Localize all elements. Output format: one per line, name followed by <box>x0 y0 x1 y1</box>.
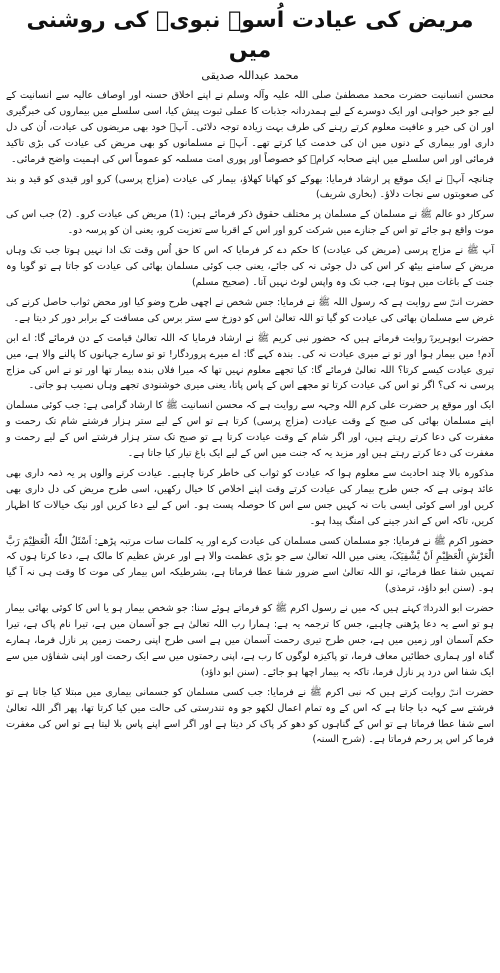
article-paragraph-6: حضرت ابوہریرہؓ روایت فرماتے ہیں کہ حضور نبی کریم ﷺ نے ارشاد فرمایا کہ اللہ تعالیٰ قیامت کے دن فرمائے گا: اے ابن آدم! میں بیمار ہوا اور تو نے میری عیادت نہ کی۔ بندہ کہے گا: اے میرے پروردگار! تو تو سارے جہانوں کا پالنے والا ہے، میں تیری عیادت کیسے کرتا؟ اللہ تعالیٰ فرمائے گا: کیا تجھے معلوم نہیں تھا کہ میرا فلاں بندہ بیمار تھا اور تو نے اس کی مزاج پرسی نہ کی؟ اگر تو اس کی عیادت کرتا تو مجھے اس کے پاس پاتا، یعنی میری خوشنودی تجھے وہاں نصیب ہو جاتی۔ <box>6 332 494 392</box>
article-paragraph-11: حضرت انسؓ روایت کرتے ہیں کہ نبی اکرم ﷺ نے فرمایا: جب کسی مسلمان کو جسمانی بیماری میں مبتلا کیا جاتا ہے تو فرشتے سے کہہ دیا جاتا ہے کہ اس کے وہ تمام اعمال لکھو جو وہ تندرستی کی حالت میں کیا کرتا تھا، پھر اگر اللہ تعالیٰ اسے شفا عطا فرماتا ہے تو اس کے گناہوں کو دھو کر پاک کر دیتا ہے اور اگر اسے اپنے پاس بلا لیتا ہے تو اس کی مغفرت فرما کر اس پر رحم فرماتا ہے۔ (شرح السنہ) <box>6 686 494 746</box>
article-paragraph-5: حضرت انسؓ سے روایت ہے کہ رسول اللہ ﷺ نے فرمایا: جس شخص نے اچھی طرح وضو کیا اور محض ثواب حاصل کرنے کی غرض سے مسلمان بھائی کی عیادت کو گیا تو اللہ تعالیٰ اس کو دوزخ سے ستر برس کی مسافت کے برابر دور کر دیتا ہے۔ <box>6 296 494 324</box>
article-paragraph-7: ایک اور موقع پر حضرت علی کرم اللہ وجہہ سے روایت ہے کہ محسن انسانیت ﷺ کا ارشاد گرامی ہے: جب کوئی مسلمان اپنے مسلمان بھائی کی صبح کے وقت عیادت (مزاج پرسی) کرتا ہے تو اس کے لیے ستر ہزار فرشتے شام تک رحمت و مغفرت کی دعا کرتے رہتے ہیں، اور اگر شام کے وقت عیادت کرتا ہے تو صبح تک ستر ہزار فرشتے اس کے لیے رحمت و مغفرت کی دعا کرتے رہتے ہیں اور مزید یہ کہ جنت میں اس کے لیے ایک باغ تیار کیا جاتا ہے۔ <box>6 400 494 460</box>
article-paragraph-1: محسن انسانیت حضرت محمد مصطفیٰ صلی اللہ علیہ وآلہ وسلم نے اپنے اخلاق حسنہ اور اوصاف عالیہ سے انسانیت کے لیے جو خیر خواہی اور ایک دوسرے کے لیے ہمدردانہ جذبات کا عملی ثبوت پیش کیا، اسی سلسلے میں بیماروں کی خبرگیری اور ان کی خیر و عافیت معلوم کرتے رہنے کی طرف بہت زیادہ توجہ دلائی۔ آپؐ خود بھی مریضوں کی عیادت، اُن کی دل داری اور بیماری کے دنوں میں ان کی خدمت کیا کرتے تھے۔ آپؐ نے مسلمانوں کو بھی مریض کی عیادت کی بڑی تاکید فرمائی اور اس سلسلے میں اپنے صحابہ کرامؓ کو خصوصاً اور پوری امت مسلمہ کو عموماً اس کی اہمیت واضح فرمائی۔ <box>6 90 494 165</box>
article-paragraph-4: آپ ﷺ نے مزاج پرسی (مریض کی عیادت) کا حکم دے کر فرمایا کہ اس کا حق اُس وقت تک ادا نہیں ہوتا جب تک وہاں مریض کے سامنے بیٹھ کر اس کی دل جوئی نہ کی جائے، یعنی جب کوئی مسلمان بھائی کی عیادت کو جاتا ہے تو گویا وہ جنت کے باغات میں ہوتا ہے، جب تک وہ واپس لوٹ نہیں آتا۔ (صحیح مسلم) <box>6 245 494 288</box>
article-paragraph-8: مذکورہ بالا چند احادیث سے معلوم ہوا کہ عیادت کو ثواب کی خاطر کرنا چاہیے۔ عیادت کرنے والوں پر یہ ذمہ داری بھی عائد ہوتی ہے کہ جس طرح بیمار کی عیادت کرتے وقت اپنے اخلاص کا خیال رکھیں، اسی طرح مریض کی دل داری بھی کریں اور اسے کوئی ایسی بات نہ کہیں جس سے اس کا حوصلہ پست ہو۔ اس کے لیے دعا کریں اور نیک خیالات کا اظہار کریں، تاکہ اس کے اندر جینے کی امنگ پیدا ہو۔ <box>6 467 494 527</box>
article-author: محمد عبداللہ صدیقی <box>201 69 299 82</box>
article-paragraph-10: حضرت ابو الدرداءؓ کہتے ہیں کہ میں نے رسول اکرم ﷺ کو فرماتے ہوئے سنا: جو شخص بیمار ہو یا اس کا کوئی بھائی بیمار ہو تو اسے یہ دعا پڑھنی چاہیے، جس کا ترجمہ یہ ہے: ہمارا رب اللہ تعالیٰ ہے جو آسمان میں ہے، تیرا نام پاک ہے، تیرا حکم آسمان اور زمین میں ہے، جس طرح تیری رحمت آسمان میں ہے اسی طرح اپنی رحمت زمین پر نازل فرما، ہمارے گناہ اور ہماری خطائیں معاف فرما، تو پاکیزہ لوگوں کا رب ہے، اپنی رحمتوں میں سے ایک رحمت اور اپنی شفاؤں میں سے ایک شفا اس درد پر نازل فرما، تاکہ یہ بیمار اچھا ہو جائے۔ (سنن ابو داؤد) <box>6 603 494 678</box>
article-paragraph-2: چنانچہ آپؐ نے ایک موقع پر ارشاد فرمایا: بھوکے کو کھانا کھلاؤ، بیمار کی عیادت (مزاج پرسی) کرو اور قیدی کو قید و بند کی صعوبتوں سے نجات دلاؤ۔ (بخاری شریف) <box>6 173 494 201</box>
article-paragraph-3: سرکار دو عالم ﷺ نے مسلمان کے مسلمان پر مختلف حقوق ذکر فرمائے ہیں: (1) مریض کی عیادت کرو۔ (2) جب اس کی موت واقع ہو جائے تو اس کے جنازے میں شرکت کرو اور اس کے اقربا سے تعزیت کرو، یعنی ان کو پرسہ دو۔ <box>6 209 495 237</box>
article-paragraph-9: حضور اکرم ﷺ نے فرمایا: جو مسلمان کسی مسلمان کی عیادت کرے اور یہ کلمات سات مرتبہ پڑھے: اَسْئَلُ اللّٰہَ الْعَظِیْمَ رَبَّ الْعَرْشِ الْعَظِیْمِ اَنْ یَّشْفِیَکَ، یعنی میں اللہ تعالیٰ سے جو بڑی عظمت والا ہے اور عرش عظیم کا مالک ہے، دعا کرتا ہوں کہ تمہیں شفا عطا فرمائے، تو اللہ تعالیٰ اسے ضرور شفا عطا فرماتا ہے، بشرطیکہ اس بیمار کی موت کا وقت ہی نہ آ گیا ہو۔ (سنن ابو داؤد، ترمذی) <box>6 535 494 595</box>
article-body <box>6 88 494 748</box>
article-title: مریض کی عیادت اُسوہ نبویؐ کی روشنی میں <box>26 8 474 63</box>
